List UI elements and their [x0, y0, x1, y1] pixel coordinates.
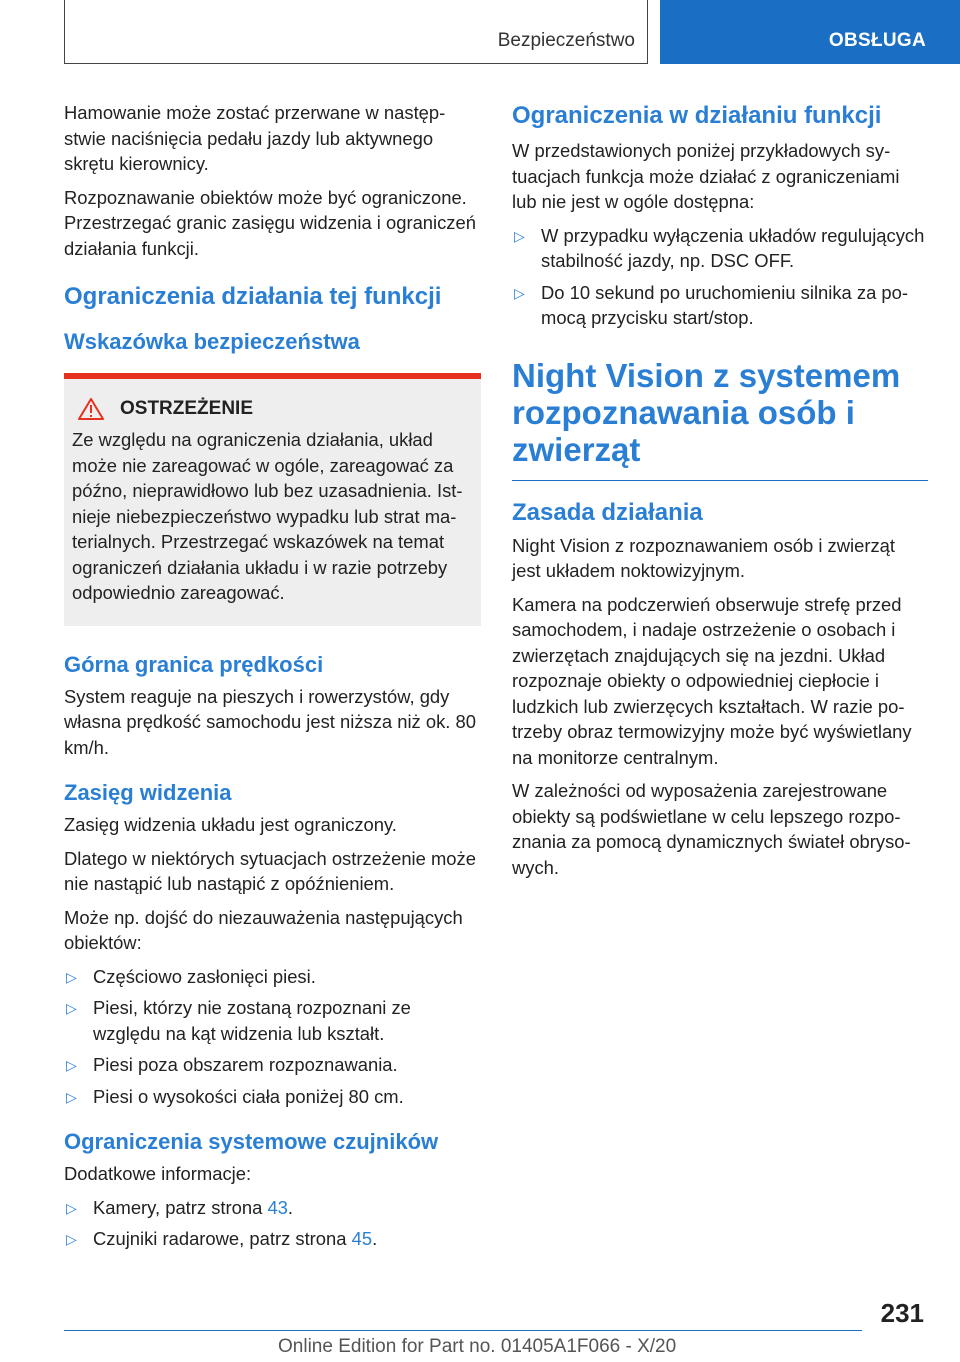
intro-paragraph-1: Hamowanie może zostać przerwane w następstwie naciśnięcia pedału jazdy lub aktywnego skrętu kierownicy.	[64, 102, 446, 174]
page-link-radar[interactable]: 45	[351, 1228, 373, 1249]
warning-header	[72, 397, 473, 421]
page-number: 231	[880, 1298, 924, 1328]
list-item: ▷ Piesi, którzy nie zostaną rozpoznani ze względu na kąt widzenia lub kształt.	[66, 997, 411, 1044]
range-list	[64, 964, 481, 1110]
bullet-triangle-icon: ▷	[66, 968, 77, 985]
heading-visibility-range: Zasięg widzenia	[64, 780, 232, 805]
list-item: ▷ Czujniki radarowe, patrz strona 45.	[64, 1226, 481, 1252]
warning-triangle-icon	[78, 397, 104, 421]
warning-title: OSTRZEŻENIE	[120, 398, 254, 419]
header-chapter-tab[interactable]	[660, 0, 960, 64]
header-frame	[64, 0, 648, 64]
footer-divider	[64, 1330, 862, 1331]
sensors-text: Dodatkowe informacje:	[64, 1163, 252, 1184]
bullet-triangle-icon: ▷	[66, 1231, 77, 1247]
list-item: ▷ W przypadku wyłączenia układów regulujących stabilność jazdy, np. DSC OFF.	[514, 224, 925, 271]
list-item: ▷ Kamery, patrz strona 43.	[64, 1195, 481, 1221]
limits-list	[512, 223, 928, 331]
left-column	[64, 100, 481, 1260]
bullet-triangle-icon: ▷	[514, 284, 525, 301]
heading-sensor-limits: Ograniczenia systemowe czujników	[64, 1129, 439, 1154]
bullet-triangle-icon: ▷	[66, 1088, 77, 1105]
principle-text-2: Kamera na podczerwień obserwuje strefę przed samochodem, i nadaje ostrzeżenie o osobach i zwierzętach znajdujących się na jezdni. Układ rozpoznaje obiekty o odpowiedniej ciepłocie i ludzkich lub zwierzęcych kształtach. W razie potrzeby obraz termowizyjny może być wyświetlany na monitorze centralnym.	[512, 593, 912, 768]
warning-box	[64, 373, 481, 626]
header-chapter-label: OBSŁUGA	[828, 30, 926, 51]
page-link-cameras[interactable]: 43	[267, 1196, 288, 1218]
bullet-triangle-icon: ▷	[66, 1057, 77, 1073]
range-text-1: Zasięg widzenia układu jest ograniczony.	[64, 814, 397, 835]
list-item: ▷ Piesi poza obszarem rozpoznawania.	[64, 1052, 481, 1078]
range-text-3: Może np. dojść do niezauważenia następujących obiektów:	[64, 906, 463, 953]
heading-speed-limit: Górna granica prędkości	[64, 651, 324, 677]
speed-text: System reaguje na pieszych i rowerzystów, gdy własna prędkość samochodu jest niższa niż ok. 80 km/h.	[64, 685, 476, 758]
sensor-list	[64, 1195, 481, 1252]
bullet-triangle-icon: ▷	[66, 1199, 77, 1216]
section-divider	[512, 480, 928, 481]
heading-function-limits: Ograniczenia w działaniu funkcji	[512, 102, 882, 129]
limits-text: W przedstawionych poniżej przykładowych sytuacjach funkcja może działać z ograniczeniami lub nie jest w ogóle dostępna:	[512, 140, 900, 212]
list-item: ▷ Do 10 sekund po uruchomieniu silnika za pomocą przycisku start/stop.	[514, 281, 909, 328]
bullet-triangle-icon: ▷	[66, 1000, 77, 1016]
header-section-title: Bezpieczeństwo	[497, 30, 635, 51]
footer-edition: Online Edition for Part no. 01405A1F066 - X/20	[278, 1336, 677, 1357]
heading-safety-note: Wskazówka bezpieczeństwa	[64, 329, 360, 354]
principle-text-3: W zależności od wyposażenia zarejestrowane obiekty są podświetlane w celu lepszego rozpoznania za pomocą dynamicznych świateł obrysowych.	[512, 780, 911, 878]
heading-limits: Ograniczenia działania tej funkcji	[64, 283, 442, 310]
list-item: ▷ Piesi o wysokości ciała poniżej 80 cm.	[64, 1084, 481, 1110]
right-column	[512, 100, 928, 888]
heading-principle: Zasada działania	[512, 498, 703, 526]
intro-paragraph-2: Rozpoznawanie obiektów może być ograniczone. Przestrzegać granic zasięgu widzenia i ograniczeń działania funkcji.	[64, 186, 476, 259]
heading-night-vision: Night Vision z systemem rozpoznawania osób i zwierząt	[512, 356, 901, 468]
range-text-2: Dlatego w niektórych sytuacjach ostrzeżenie może nie nastąpić lub nastąpić z opóźnieniem.	[64, 847, 476, 894]
list-item: ▷ Częściowo zasłonięci piesi.	[64, 964, 481, 990]
warning-text: Ze względu na ograniczenia działania, układ może nie zareagować w ogóle, zareagować za późno, nieprawidłowo lub bez uzasadnienia. Istnieje niebezpieczeństwo wypadku lub strat materialnych. Przestrzegać wskazówek na temat ograniczeń działania układu i w razie potrzeby odpowiednio zareagować.	[72, 429, 463, 603]
principle-text-1: Night Vision z rozpoznawaniem osób i zwierząt jest układem noktowizyjnym.	[512, 534, 895, 581]
bullet-triangle-icon: ▷	[514, 227, 525, 244]
